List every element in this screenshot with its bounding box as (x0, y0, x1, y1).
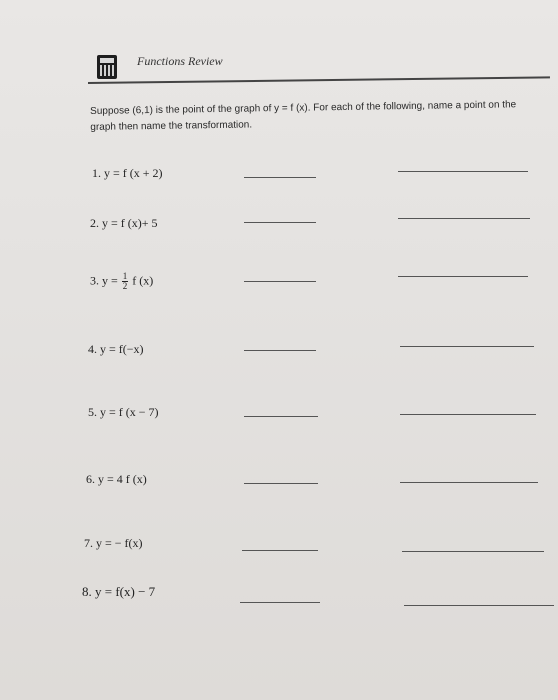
transformation-answer-line[interactable] (400, 346, 534, 347)
transformation-answer-line[interactable] (398, 218, 530, 219)
problem-number: 8. (82, 584, 92, 599)
problem-number: 7. (84, 536, 93, 550)
calculator-icon (97, 55, 117, 79)
problem-7 (84, 536, 143, 551)
problem-number: 2. (90, 216, 99, 230)
fraction (122, 272, 129, 291)
calculator-keys (100, 65, 114, 76)
problem-3 (90, 272, 153, 291)
transformation-answer-line[interactable] (400, 414, 536, 415)
problem-expression: y = f (x + 2) (104, 166, 163, 180)
problem-expression: y = − f(x) (96, 536, 143, 550)
transformation-answer-line[interactable] (398, 171, 528, 172)
problem-5 (88, 405, 159, 420)
header-divider (88, 76, 550, 84)
problem-8 (82, 584, 155, 600)
problem-number: 6. (86, 472, 95, 486)
calculator-screen (100, 58, 114, 63)
transformation-answer-line[interactable] (400, 482, 538, 483)
problem-number: 4. (88, 342, 97, 356)
problem-2 (90, 216, 158, 231)
problem-prefix: y = (102, 273, 118, 288)
transformation-answer-line[interactable] (402, 551, 544, 552)
point-answer-line[interactable] (244, 350, 316, 351)
problem-number: 5. (88, 405, 97, 419)
point-answer-line[interactable] (242, 550, 318, 551)
problem-4 (88, 342, 144, 357)
problem-expression: y = 4 f (x) (98, 472, 147, 486)
problem-number: 3. (90, 273, 99, 288)
fraction-denominator: 2 (122, 281, 128, 291)
page-title: Functions Review (137, 54, 223, 68)
problem-6 (86, 472, 147, 487)
transformation-answer-line[interactable] (398, 276, 528, 277)
point-answer-line[interactable] (244, 281, 316, 282)
problem-expression: y = f(x) − 7 (95, 584, 156, 599)
problem-expression: y = f (x − 7) (100, 405, 159, 419)
fraction-numerator: 1 (122, 271, 128, 281)
point-answer-line[interactable] (244, 416, 318, 417)
transformation-answer-line[interactable] (404, 605, 554, 606)
problem-1 (92, 166, 163, 181)
point-answer-line[interactable] (244, 177, 316, 178)
point-answer-line[interactable] (240, 602, 320, 603)
problem-expression: y = f(−x) (100, 342, 144, 356)
problem-expression: y = f (x)+ 5 (102, 216, 158, 230)
problem-suffix: f (x) (132, 273, 154, 288)
problem-number: 1. (92, 166, 101, 180)
point-answer-line[interactable] (244, 483, 318, 484)
point-answer-line[interactable] (244, 222, 316, 223)
instructions-text: Suppose (6,1) is the point of the graph of y = f (x). For each of the following, name a point on the graph then name the transformation. (90, 99, 517, 133)
